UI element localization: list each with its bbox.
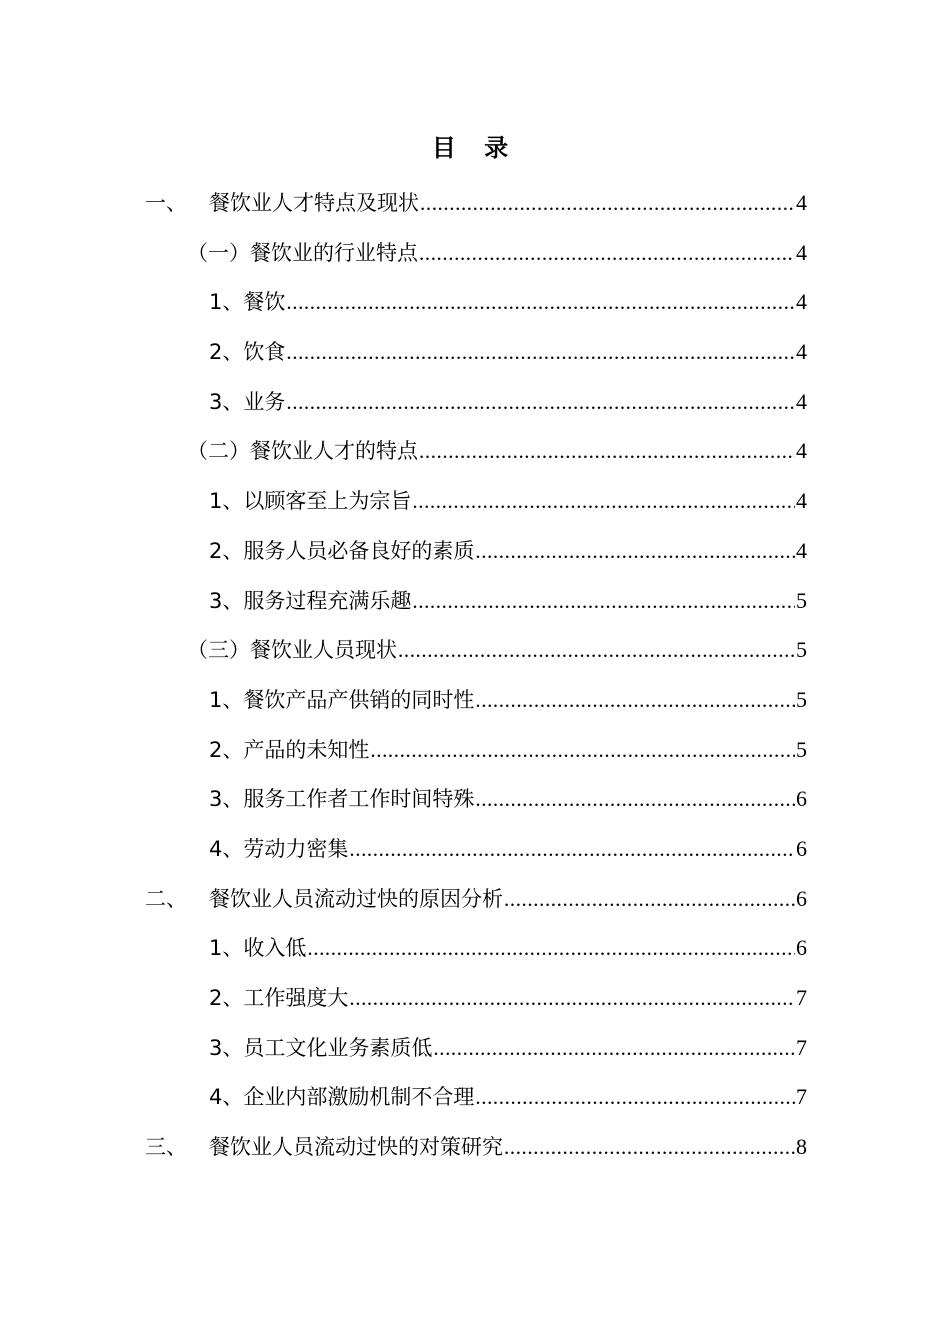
toc-entry-text: 2、饮食 xyxy=(209,340,286,365)
toc-entry-page-number: 6 xyxy=(796,786,807,812)
toc-entry[interactable] xyxy=(145,680,807,730)
toc-entry-text: 1、收入低 xyxy=(209,936,307,961)
dot-leader xyxy=(420,183,795,223)
toc-entry[interactable] xyxy=(145,1028,807,1078)
toc-entry[interactable] xyxy=(145,928,807,978)
toc-entry[interactable] xyxy=(145,431,807,481)
dot-leader xyxy=(419,431,795,471)
toc-entry[interactable] xyxy=(145,183,807,233)
toc-entry-page-number: 4 xyxy=(796,339,807,365)
toc-entry[interactable] xyxy=(145,730,807,780)
toc-entry-page-number: 6 xyxy=(796,935,807,961)
toc-entry[interactable] xyxy=(145,332,807,382)
toc-entry-text: 3、服务过程充满乐趣 xyxy=(209,588,412,613)
table-of-contents xyxy=(145,183,807,1177)
toc-entry[interactable] xyxy=(145,581,807,631)
toc-entry[interactable] xyxy=(145,282,807,332)
dot-leader xyxy=(504,879,795,919)
toc-entry-page-number: 4 xyxy=(796,537,807,563)
toc-entry-text: 3、业务 xyxy=(209,389,286,414)
toc-entry[interactable] xyxy=(145,531,807,581)
toc-entry-text: 1、餐饮 xyxy=(209,290,286,315)
toc-entry-text: 2、工作强度大 xyxy=(209,986,349,1010)
toc-entry[interactable] xyxy=(145,233,807,283)
dot-leader xyxy=(475,680,795,720)
toc-entry-page-number: 8 xyxy=(796,1134,807,1160)
toc-entry-page-number: 4 xyxy=(796,388,807,414)
toc-entry-text: 1、餐饮产品产供销的同时性 xyxy=(209,687,475,712)
toc-entry-page-number: 4 xyxy=(796,438,807,464)
toc-entry-text: 1、以顾客至上为宗旨 xyxy=(209,489,412,514)
toc-entry[interactable] xyxy=(145,1077,807,1127)
toc-entry-page-number: 6 xyxy=(796,835,807,861)
dot-leader xyxy=(433,1028,795,1068)
toc-entry-page-number: 5 xyxy=(796,736,807,762)
toc-entry-text: 2、服务人员必备良好的素质 xyxy=(209,538,475,563)
toc-entry-number: 三、 xyxy=(145,1135,187,1160)
toc-entry-text: 3、服务工作者工作时间特殊 xyxy=(209,787,475,812)
dot-leader xyxy=(475,779,795,819)
dot-leader xyxy=(475,531,795,571)
toc-entry-text: 4、劳动力密集 xyxy=(209,836,349,861)
toc-entry-page-number: 4 xyxy=(796,289,807,315)
dot-leader xyxy=(412,481,795,521)
toc-entry-page-number: 6 xyxy=(796,885,807,911)
toc-entry-number: 一、 xyxy=(145,191,187,215)
toc-entry[interactable] xyxy=(145,630,807,680)
toc-entry-page-number: 4 xyxy=(796,190,807,215)
dot-leader xyxy=(286,332,795,372)
toc-entry-page-number: 5 xyxy=(796,686,807,712)
toc-title: 目 录 xyxy=(431,134,519,162)
toc-entry-text: 餐饮业人员流动过快的对策研究 xyxy=(209,1135,503,1160)
toc-entry[interactable] xyxy=(145,1127,807,1177)
toc-entry-page-number: 5 xyxy=(796,637,807,663)
dot-leader xyxy=(349,978,795,1018)
toc-entry[interactable] xyxy=(145,978,807,1028)
toc-entry-text: 2、产品的未知性 xyxy=(209,737,370,762)
dot-leader xyxy=(286,282,795,322)
toc-entry-text: 餐饮业人才特点及现状 xyxy=(209,191,419,215)
dot-leader xyxy=(349,829,795,869)
toc-entry-text: （三）餐饮业人员现状 xyxy=(187,638,397,663)
toc-entry[interactable] xyxy=(145,829,807,879)
toc-entry-text: 餐饮业人员流动过快的原因分析 xyxy=(209,886,503,911)
toc-entry-text: 4、企业内部激励机制不合理 xyxy=(209,1085,475,1110)
toc-entry-page-number: 4 xyxy=(796,488,807,514)
toc-entry[interactable] xyxy=(145,382,807,432)
dot-leader xyxy=(286,382,795,422)
toc-entry-page-number: 7 xyxy=(796,985,807,1010)
dot-leader xyxy=(475,1077,795,1117)
dot-leader xyxy=(504,1127,795,1167)
toc-entry-page-number: 4 xyxy=(796,239,807,265)
toc-entry-text: （二）餐饮业人才的特点 xyxy=(187,439,418,464)
dot-leader xyxy=(419,233,795,273)
dot-leader xyxy=(412,581,795,621)
toc-entry-page-number: 7 xyxy=(796,1084,807,1110)
toc-entry-text: 3、员工文化业务素质低 xyxy=(209,1035,433,1060)
toc-entry[interactable] xyxy=(145,481,807,531)
toc-entry-number: 二、 xyxy=(145,886,187,911)
toc-entry-page-number: 7 xyxy=(796,1034,807,1060)
toc-entry-page-number: 5 xyxy=(796,587,807,613)
dot-leader xyxy=(370,730,795,770)
dot-leader xyxy=(307,928,795,968)
toc-entry-text: （一）餐饮业的行业特点 xyxy=(187,240,418,265)
toc-entry[interactable] xyxy=(145,879,807,929)
dot-leader xyxy=(398,630,795,670)
toc-entry[interactable] xyxy=(145,779,807,829)
